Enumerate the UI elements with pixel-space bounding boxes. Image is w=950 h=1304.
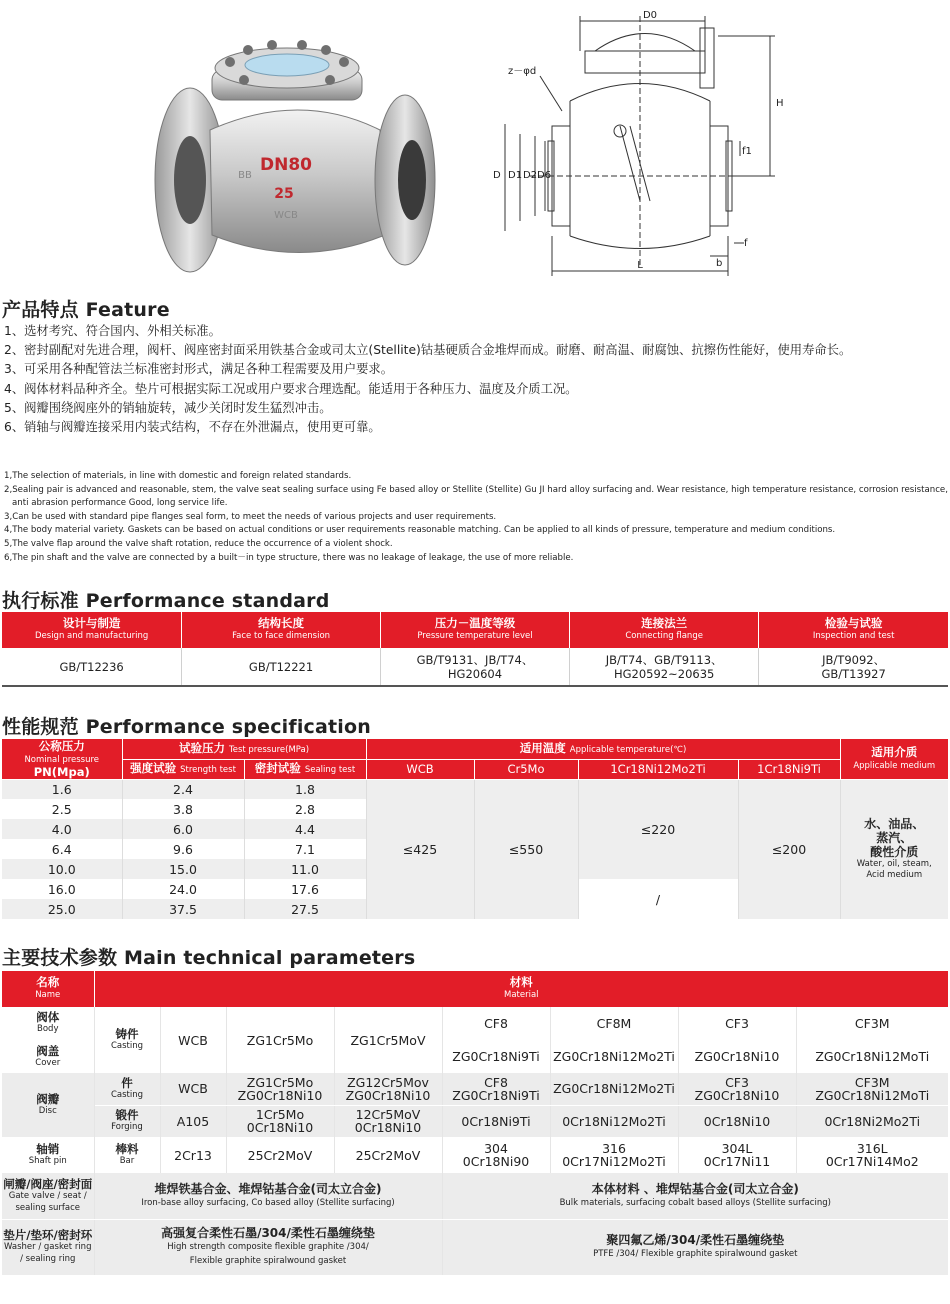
tech-name-disc: 阀瓣 Disc — [2, 1073, 94, 1137]
photo-body-mark: BB — [238, 170, 252, 181]
perf-seal: 1.8 — [244, 779, 366, 799]
perf-pn: 1.6 — [2, 779, 122, 799]
tech-cell: 0Cr18Ni9Ti — [442, 1105, 550, 1137]
tech-cell: ZG12Cr5Mov ZG0Cr18Ni10 — [334, 1073, 442, 1105]
feature-en-item: 6,The pin shaft and the valve are connected by a built－in type structure, there was no leakage of leakage, the use of more reliable. — [4, 552, 574, 563]
tech-cell: CF3M — [854, 1016, 890, 1031]
standard-header: 连接法兰 Connecting flange — [570, 612, 759, 648]
tech-cell: CF3M ZG0Cr18Ni12MoTi — [796, 1073, 948, 1105]
perf-strength: 37.5 — [122, 899, 244, 919]
perf-temp-wcb: ≤425 — [366, 779, 474, 919]
feature-cn-item: 6、销轴与阀瓣连接采用内装式结构，不存在外泄漏点，使用更可靠。 — [4, 420, 381, 435]
tech-cell: CF8 — [442, 1007, 550, 1040]
dim-d2: D2 — [523, 170, 538, 181]
tech-cell: ZG0Cr18Ni12Mo2Ti — [550, 1073, 678, 1105]
perf-header-cr18mo: 1Cr18Ni12Mo2Ti — [578, 759, 738, 779]
feature-cn-item: 5、阀瓣围绕阀座外的销轴旋转，减少关闭时发生猛烈冲击。 — [4, 400, 332, 415]
tech-cell: 316L 0Cr17Ni14Mo2 — [825, 1141, 919, 1169]
dim-z-phi-d: z－φd — [508, 66, 537, 77]
perf-seal: 7.1 — [244, 839, 366, 859]
tech-cell: A105 — [160, 1105, 226, 1137]
perf-strength: 9.6 — [122, 839, 244, 859]
perf-header-wcb: WCB — [366, 759, 474, 779]
perf-strength: 3.8 — [122, 799, 244, 819]
dim-d0: D0 — [642, 10, 658, 21]
tech-cell: ZG0Cr18Ni9Ti — [442, 1040, 550, 1073]
perf-temp-cr5mo: ≤550 — [474, 779, 578, 919]
standard-cell: JB/T9092、 GB/T13927 — [759, 648, 948, 686]
tech-name-gasket: 垫片/垫环/密封环 Washer / gasket ring / sealing ring — [2, 1219, 94, 1275]
perf-pn: 4.0 — [2, 819, 122, 839]
perf-pn: 16.0 — [2, 879, 122, 899]
tech-sub-casting: 铸件 Casting — [94, 1007, 160, 1073]
perf-pn: 10.0 — [2, 859, 122, 879]
perf-header-medium: 适用介质 Applicable medium — [840, 739, 948, 779]
tech-sub-bar: 棒料 Bar — [94, 1137, 160, 1173]
standard-cell: JB/T74、GB/T9113、 HG20592~20635 — [570, 648, 759, 686]
feature-en-item: 5,The valve flap around the valve shaft rotation, reduce the occurrence of a violent shock. — [4, 538, 393, 549]
tech-name-shaft: 轴销 Shaft pin — [2, 1137, 94, 1173]
perf-temp-cr18mo-b: / — [578, 879, 738, 919]
perf-seal: 4.4 — [244, 819, 366, 839]
dim-l: L — [637, 260, 643, 271]
tech-seal-left: 堆焊铁基合金、堆焊钴基合金(司太立合金) Iron-base alloy surfacing, Co based alloy (Stellite surfacing) — [94, 1173, 442, 1219]
perf-header-seal: 密封试验 Sealing test — [244, 759, 366, 779]
tech-cell: 25Cr2MoV — [334, 1137, 442, 1173]
tech-cell: 304L 0Cr17Ni11 — [678, 1137, 796, 1173]
tech-cell: ZG0Cr18Ni12MoTi — [815, 1049, 930, 1064]
tech-name-body: 阀体 Body 阀盖 Cover — [2, 1007, 94, 1073]
dim-f: f — [744, 238, 748, 249]
tech-sub-forging: 锻件 Forging — [94, 1105, 160, 1137]
dim-f1: f1 — [742, 146, 752, 157]
valve-technical-drawing — [490, 6, 790, 286]
photo-dn-label: DN80 — [260, 155, 312, 175]
standard-cell: GB/T12221 — [182, 648, 381, 686]
tech-cell: WCB — [160, 1007, 226, 1073]
performance-table — [2, 739, 948, 919]
standard-header: 设计与制造 Design and manufacturing — [2, 612, 182, 648]
standard-header: 结构长度 Face to face dimension — [182, 612, 381, 648]
perf-strength: 6.0 — [122, 819, 244, 839]
standard-table — [2, 612, 948, 687]
tech-cell: ZG1Cr5Mo — [226, 1007, 334, 1073]
perf-pn: 2.5 — [2, 799, 122, 819]
tech-cell: CF8M — [550, 1007, 678, 1040]
feature-en-item: 3,Can be used with standard pipe flanges seal form, to meet the needs of various projects and user requirements. — [4, 511, 497, 522]
photo-mark-label: WCB — [274, 210, 298, 221]
tech-header-material: 材料 Material — [94, 971, 948, 1007]
standard-cell: GB/T12236 — [2, 648, 182, 686]
perf-header-cr18: 1Cr18Ni9Ti — [738, 759, 840, 779]
dim-h: H — [776, 98, 784, 109]
perf-strength: 24.0 — [122, 879, 244, 899]
tech-cell: 316 0Cr17Ni12Mo2Ti — [550, 1137, 678, 1173]
feature-cn-item: 4、阀体材料品种齐全。垫片可根据实际工况或用户要求合理选配。能适用于各种压力、温度及介质工况。 — [4, 381, 578, 396]
tech-cell: 0Cr18Ni2Mo2Ti — [796, 1105, 948, 1137]
tech-cell: WCB — [160, 1073, 226, 1105]
tech-cell: 1Cr5Mo 0Cr18Ni10 — [226, 1105, 334, 1137]
perf-temp-cr18mo-a: ≤220 — [578, 779, 738, 879]
perf-seal: 2.8 — [244, 799, 366, 819]
feature-cn-item: 3、可采用各种配管法兰标准密封形式，满足各种工程需要及用户要求。 — [4, 362, 394, 377]
standard-header: 检验与试验 Inspection and test — [759, 612, 948, 648]
feature-cn-item: 2、密封副配对先进合理，阀杆、阀座密封面采用铁基合金或司太立(Stellite)钴基硬质合金堆焊而成。耐磨、耐高温、耐腐蚀、抗擦伤性能好，使用寿命长。 — [4, 343, 852, 358]
tech-cell: 2Cr13 — [160, 1137, 226, 1173]
tech-cell: 304 0Cr18Ni90 — [442, 1137, 550, 1173]
feature-title: 产品特点 Feature — [2, 299, 170, 321]
perf-strength: 2.4 — [122, 779, 244, 799]
valve-photo — [150, 20, 450, 280]
dim-d1: D1 — [508, 170, 523, 181]
feature-en-item: 4,The body material variety. Gaskets can be based on actual conditions or user requirements reasonable matching. Can be applied to all kinds of pressure, temperature and medium conditions. — [4, 525, 836, 536]
tech-cell: ZG1Cr5MoV — [334, 1007, 442, 1073]
perf-header-temp: 适用温度 Applicable temperature(℃) — [366, 739, 840, 759]
technical-table — [2, 971, 948, 1275]
tech-cell: ZG0Cr18Ni12Mo2Ti — [550, 1040, 678, 1073]
feature-en-item: 1,The selection of materials, in line with domestic and foreign related standards. — [4, 471, 352, 481]
photo-pn-label: 25 — [274, 186, 294, 202]
perf-header-test: 试验压力 Test pressure(MPa) — [122, 739, 366, 759]
tech-cell: 12Cr5MoV 0Cr18Ni10 — [334, 1105, 442, 1137]
feature-en-item: 2,Sealing pair is advanced and reasonable, stem, the valve seat sealing surface using Fe based alloy or Stellite (Stellite) Gu JI hard alloy surfacing and. Wear resistance, high temperature resistance, corrosion resistance, anti abrasion performance Good, long service life. — [4, 484, 948, 509]
perf-medium: 水、油品、 蒸汽、 酸性介质 Water, oil, steam, Acid medium — [840, 779, 948, 919]
dim-d6: D6 — [537, 170, 552, 181]
tech-cell: ZG0Cr18Ni10 — [678, 1040, 796, 1073]
perf-pn: 25.0 — [2, 899, 122, 919]
perf-header-pn: 公称压力 Nominal pressure PN(Mpa) — [2, 739, 122, 779]
dim-b: b — [716, 258, 723, 269]
feature-list-cn — [4, 322, 948, 437]
tech-cell: CF3 ZG0Cr18Ni10 — [678, 1073, 796, 1105]
standard-title: 执行标准 Performance standard — [2, 590, 330, 612]
tech-cell: CF8 ZG0Cr18Ni9Ti — [442, 1073, 550, 1105]
perf-seal: 11.0 — [244, 859, 366, 879]
standard-cell: GB/T9131、JB/T74、 HG20604 — [380, 648, 569, 686]
tech-gasket-right: 聚四氟乙烯/304/柔性石墨缠绕垫 PTFE /304/ Flexible graphite spiralwound gasket — [442, 1219, 948, 1275]
perf-temp-cr18: ≤200 — [738, 779, 840, 919]
tech-sub-disc-casting: 件 Casting — [94, 1073, 160, 1105]
dim-d: D — [493, 170, 501, 181]
perf-seal: 27.5 — [244, 899, 366, 919]
perf-header-cr5mo: Cr5Mo — [474, 759, 578, 779]
technical-title: 主要技术参数 Main technical parameters — [2, 947, 416, 969]
tech-gasket-left: 高强复合柔性石墨/304/柔性石墨缠绕垫 High strength composite flexible graphite /304/ Flexible graphite spiralwound gasket — [94, 1219, 442, 1275]
perf-strength: 15.0 — [122, 859, 244, 879]
standard-header: 压力－温度等级 Pressure temperature level — [380, 612, 569, 648]
feature-list-en — [4, 470, 948, 565]
tech-cell: ZG1Cr5Mo ZG0Cr18Ni10 — [226, 1073, 334, 1105]
tech-cell: 25Cr2MoV — [226, 1137, 334, 1173]
performance-title: 性能规范 Performance specification — [2, 716, 372, 738]
perf-pn: 6.4 — [2, 839, 122, 859]
tech-cell: 0Cr18Ni12Mo2Ti — [550, 1105, 678, 1137]
tech-name-seal: 闸瓣/阀座/密封面 Gate valve / seat / sealing surface — [2, 1173, 94, 1219]
tech-cell: CF3 — [678, 1007, 796, 1040]
perf-seal: 17.6 — [244, 879, 366, 899]
tech-header-name: 名称 Name — [2, 971, 94, 1007]
tech-cell: 0Cr18Ni10 — [678, 1105, 796, 1137]
perf-header-strength: 强度试验 Strength test — [122, 759, 244, 779]
product-figures — [0, 0, 950, 290]
feature-cn-item: 1、选材考究、符合国内、外相关标准。 — [4, 324, 221, 338]
tech-seal-right: 本体材料 、堆焊钴基合金(司太立合金) Bulk materials, surfacing cobalt based alloys (Stellite surfacing) — [442, 1173, 948, 1219]
